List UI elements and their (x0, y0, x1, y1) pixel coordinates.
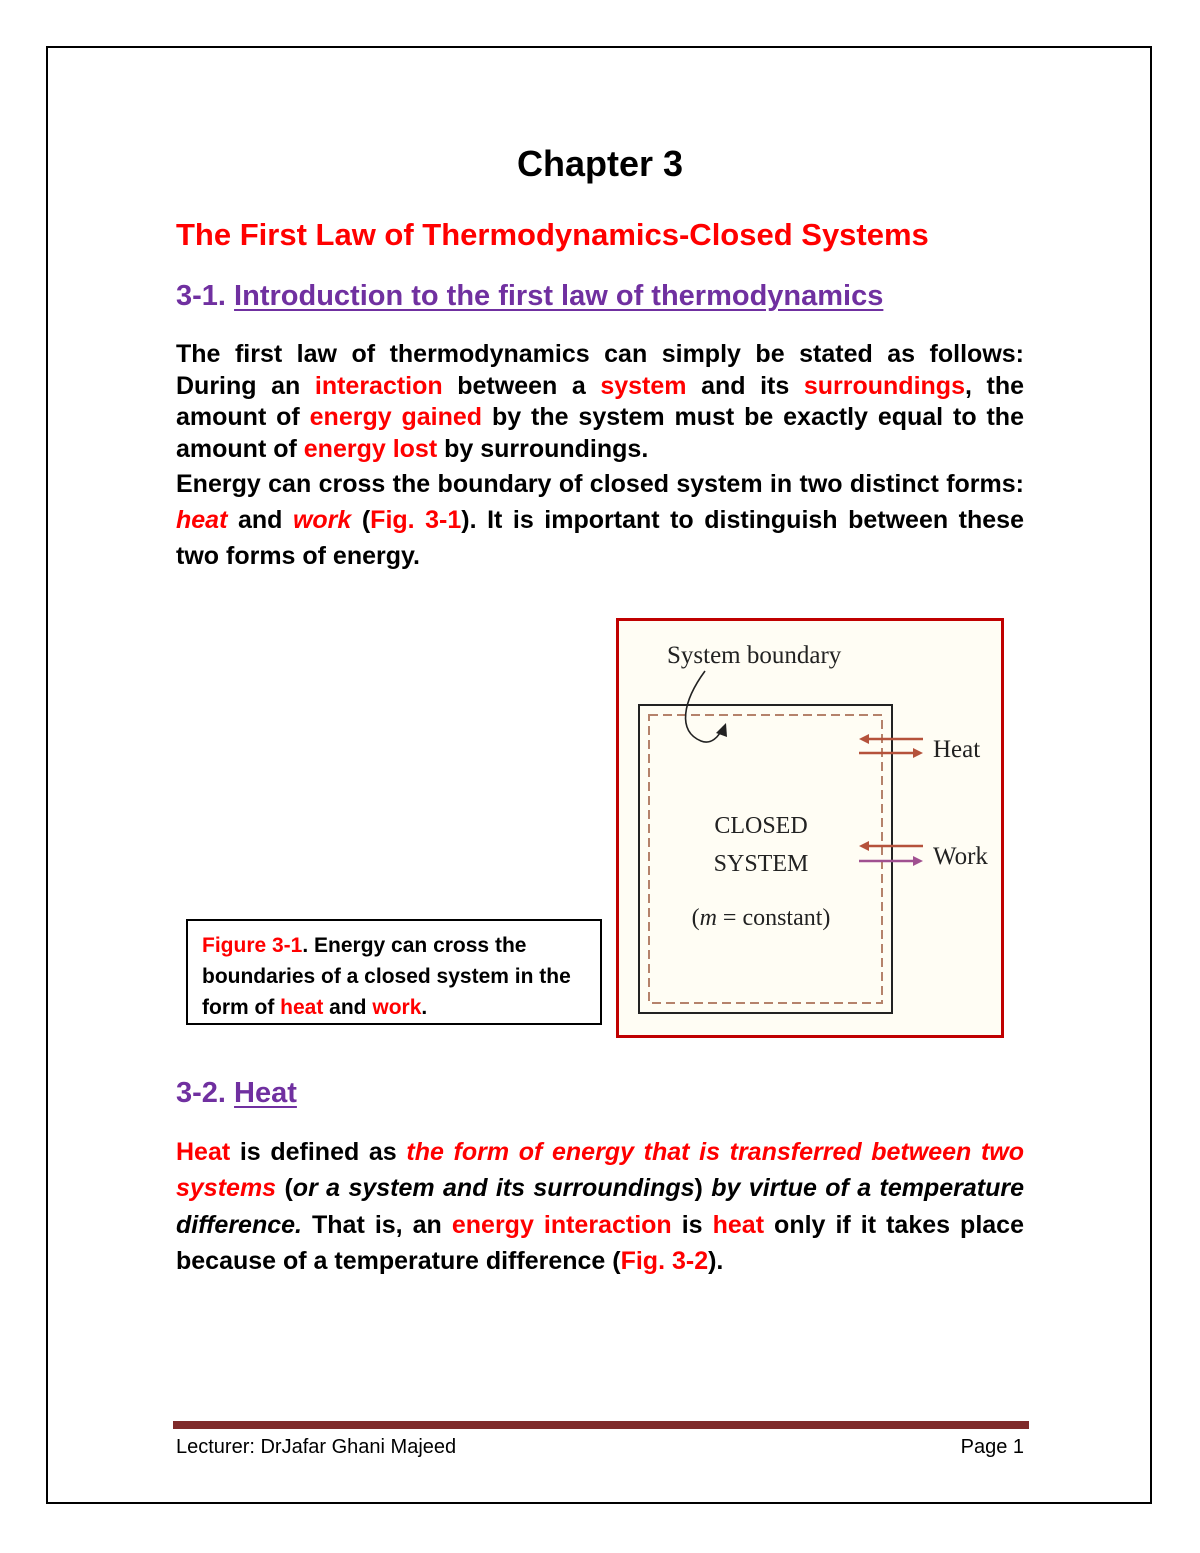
text-run: The first law of thermodynamics can simply be stated as follows: During an (176, 340, 1024, 400)
heat-definition-part1: the form of energy that is transferred between two systems (176, 1138, 1024, 1203)
text-run: ( (351, 506, 371, 534)
term-system: system (600, 371, 687, 400)
figure-reference-link[interactable]: Fig. 3-2 (620, 1246, 709, 1275)
caption-heat: heat (280, 996, 324, 1019)
term-work: work (292, 506, 352, 534)
mass-suffix: = constant) (716, 905, 831, 931)
term-surroundings: surroundings (803, 371, 965, 400)
text-run: , the amount of (176, 371, 1024, 431)
mass-variable: m (699, 905, 717, 931)
text-run: Energy can cross the boundary of closed system in two distinct forms: (176, 470, 1024, 498)
figure-reference-link[interactable]: Fig. 3-1 (370, 506, 462, 534)
term-interaction: interaction (314, 371, 443, 400)
work-arrowhead-out (913, 856, 923, 866)
text-run: and (227, 506, 293, 534)
text-run: and (323, 996, 373, 1019)
text-run: and its (686, 371, 804, 400)
term-heat: heat (712, 1210, 765, 1239)
caption-label: Figure 3-1 (202, 934, 303, 957)
section-title: Heat (234, 1077, 297, 1109)
work-label: Work (933, 843, 988, 870)
term-heat: heat (176, 506, 228, 534)
heat-definition-part3: by virtue of a temperature difference. (176, 1174, 1025, 1239)
text-run: is defined as (230, 1138, 407, 1166)
footer-divider (173, 1421, 1029, 1429)
footer-lecturer: Lecturer: DrJafar Ghani Majeed (176, 1436, 457, 1458)
term-energy-interaction: energy interaction (451, 1210, 672, 1239)
section-title: Introduction to the first law of thermodynamics (234, 280, 884, 312)
caption-work: work (372, 996, 422, 1019)
work-arrowhead-in (859, 841, 869, 851)
mass-constant-label (692, 905, 831, 931)
term-energy-gained: energy gained (309, 403, 483, 431)
text-run: That is, an (301, 1210, 452, 1239)
system-label-line1: CLOSED (714, 813, 808, 839)
text-run: ). (708, 1246, 724, 1275)
mass-prefix: ( (691, 905, 700, 931)
text-run: by surroundings. (437, 434, 649, 463)
text-run: ( (276, 1174, 293, 1203)
forms-paragraph (176, 466, 1024, 574)
intro-paragraph (176, 339, 1024, 465)
heat-label: Heat (933, 736, 981, 763)
section-number: 3-2. (176, 1077, 226, 1109)
section-number: 3-1. (176, 280, 226, 312)
boundary-pointer-curve (686, 671, 723, 742)
closed-system-diagram (619, 621, 1001, 1035)
heat-arrowhead-in (859, 734, 869, 744)
chapter-title: Chapter 3 (516, 143, 684, 184)
text-run: . Energy can cross the boundaries of a closed system in the form of (202, 934, 571, 1019)
text-run: . (421, 996, 428, 1019)
heat-arrowhead-out (913, 748, 923, 758)
text-run: between a (442, 371, 601, 400)
boundary-label: System boundary (667, 642, 842, 669)
main-title: The First Law of Thermodynamics-Closed Systems (176, 217, 929, 252)
term-heat: Heat (176, 1138, 231, 1166)
text-run: is (671, 1210, 713, 1239)
text-run: only if it takes place because of a temperature difference ( (176, 1210, 1024, 1275)
text-run: ) (694, 1174, 712, 1203)
system-label-line2: SYSTEM (713, 851, 809, 877)
figure-closed-system (616, 618, 1004, 1038)
heat-definition-part2: or a system and its surroundings (292, 1174, 695, 1203)
section-heading-3-2 (176, 1073, 297, 1113)
figure-caption (186, 919, 602, 1025)
section-heading-3-1 (176, 276, 883, 316)
text-run: ). It is important to distinguish between these two forms of energy. (176, 506, 1024, 570)
text-run: by the system must be exactly equal to the amount of (176, 403, 1024, 463)
heat-definition-paragraph (176, 1134, 1024, 1279)
footer-page-number: Page 1 (960, 1436, 1024, 1458)
term-energy-lost: energy lost (303, 434, 438, 463)
